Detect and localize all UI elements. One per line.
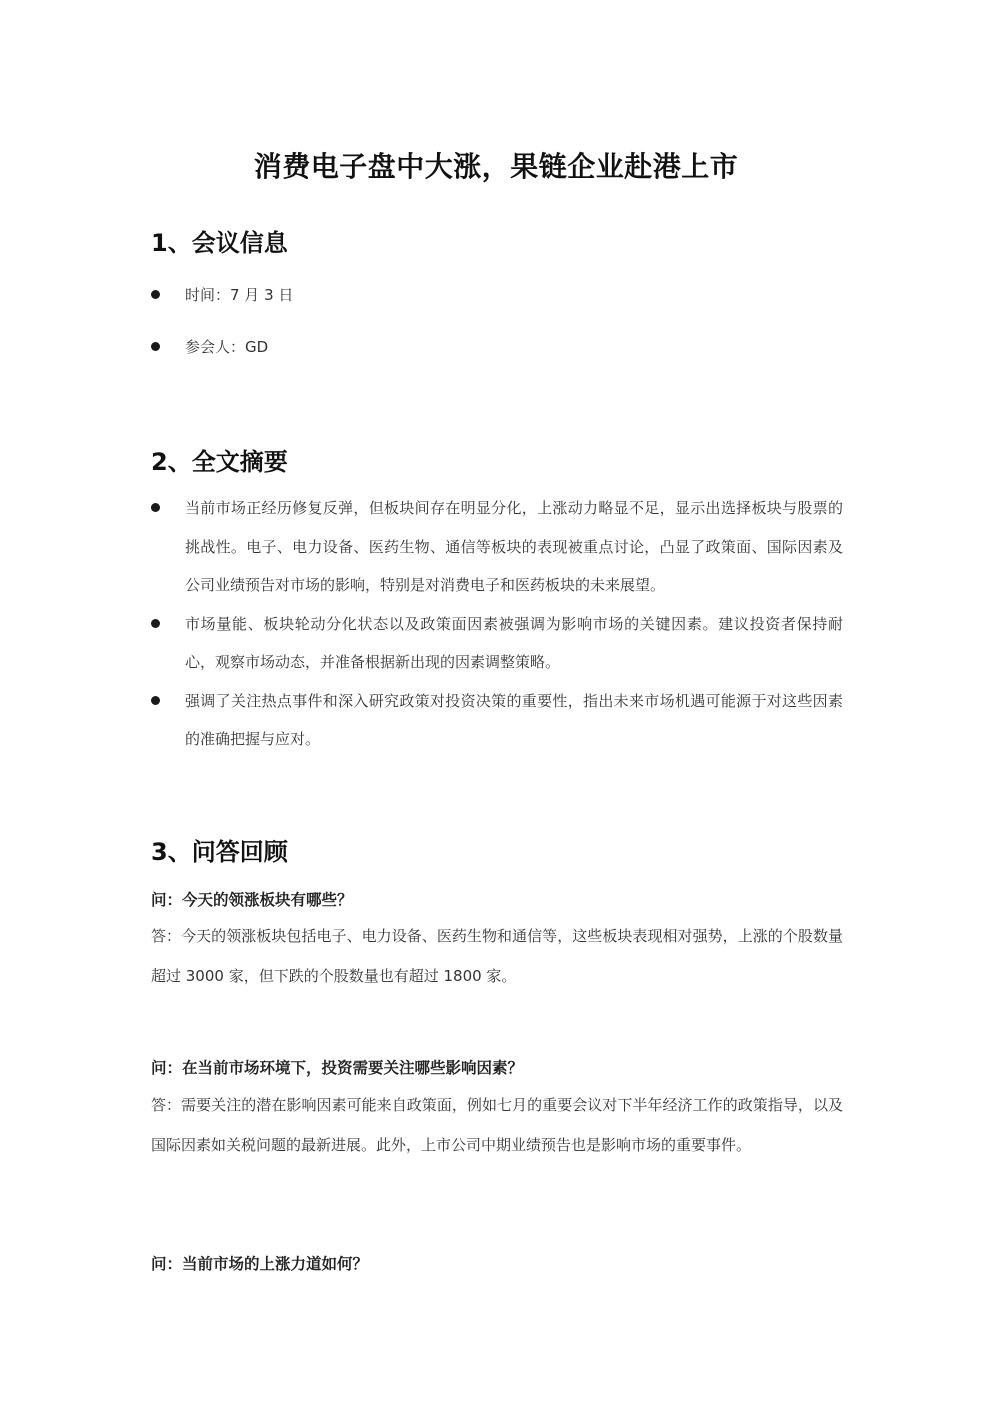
summary-text: 强调了关注热点事件和深入研究政策对投资决策的重要性，指出未来市场机遇可能源于对这些因素的准确把握与应对。: [185, 691, 843, 748]
qa-answer: 答：需要关注的潜在影响因素可能来自政策面，例如七月的重要会议对下半年经济工作的政策指导，以及国际因素如关税问题的最新进展。此外，上市公司中期业绩预告也是影响市场的重要事件。: [151, 1096, 843, 1154]
bullet-dot-icon: [151, 503, 160, 512]
qa-answer: 答：今天的领涨板块包括电子、电力设备、医药生物和通信等，这些板块表现相对强势，上涨的个股数量超过 3000 家，但下跌的个股数量也有超过 1800 家。: [151, 927, 843, 985]
bullet-dot-icon: [151, 342, 160, 351]
section-heading-qa: 3、问答回顾: [151, 838, 288, 866]
meeting-time-item: [151, 282, 843, 334]
meeting-attendee-text: 参会人：GD: [185, 338, 269, 356]
summary-item: [151, 489, 843, 605]
summary-text: 市场量能、板块轮动分化状态以及政策面因素被强调为影响市场的关键因素。建议投资者保持耐心，观察市场动态，并准备根据新出现的因素调整策略。: [185, 614, 843, 671]
bullet-dot-icon: [151, 619, 160, 628]
bullet-dot-icon: [151, 696, 160, 705]
summary-item: [151, 682, 843, 759]
qa-question: 问：今天的领涨板块有哪些？: [151, 891, 353, 909]
document-title: 消费电子盘中大涨，果链企业赴港上市: [253, 150, 739, 183]
meeting-time-text: 时间：7 月 3 日: [185, 286, 294, 304]
qa-question: 问：在当前市场环境下，投资需要关注哪些影响因素？: [151, 1059, 524, 1077]
summary-item: [151, 605, 843, 682]
section-heading-meeting-info: 1、会议信息: [151, 229, 288, 257]
meeting-attendee-item: [151, 334, 843, 386]
meeting-info-list: [151, 282, 843, 386]
summary-list: [151, 489, 843, 759]
summary-text: 当前市场正经历修复反弹，但板块间存在明显分化，上涨动力略显不足，显示出选择板块与股票的挑战性。电子、电力设备、医药生物、通信等板块的表现被重点讨论，凸显了政策面、国际因素及公司业绩预告对市场的影响，特别是对消费电子和医药板块的未来展望。: [185, 499, 843, 594]
qa-question: 问：当前市场的上涨力道如何？: [151, 1255, 369, 1273]
section-heading-summary: 2、全文摘要: [151, 448, 288, 476]
bullet-dot-icon: [151, 290, 160, 299]
